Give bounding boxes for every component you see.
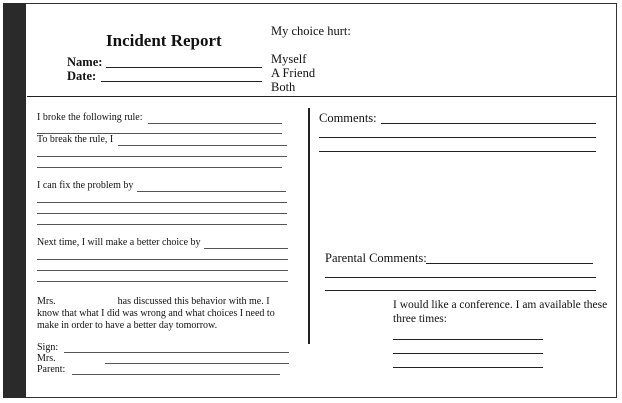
- fix-problem-label: I can fix the problem by: [37, 180, 134, 191]
- rule-broken-label: I broke the following rule:: [37, 112, 143, 123]
- parental-comments-label: Parental Comments:: [325, 251, 427, 265]
- page-title: Incident Report: [106, 31, 222, 50]
- to-break-field[interactable]: [118, 145, 287, 146]
- statement-prefix: Mrs.: [37, 296, 56, 307]
- hurt-option-friend[interactable]: A Friend: [271, 66, 316, 80]
- fix-problem-line-3[interactable]: [37, 213, 287, 214]
- sign-field[interactable]: [64, 352, 289, 353]
- fix-problem-line-2[interactable]: [37, 202, 287, 203]
- sign-label: Sign:: [37, 342, 59, 353]
- comments-line-3[interactable]: [319, 151, 596, 152]
- fix-problem-field[interactable]: [137, 191, 286, 192]
- hurt-option-myself[interactable]: Myself: [271, 52, 307, 66]
- statement-paragraph: [37, 296, 289, 332]
- statement-text: has discussed this behavior with me. I know that what I did was wrong and what choices I need to make in order to have a better day tomorrow.: [37, 296, 275, 331]
- date-label: Date:: [67, 69, 97, 83]
- next-time-field[interactable]: [204, 248, 288, 249]
- parent-label: Parent:: [37, 364, 66, 375]
- to-break-line-3[interactable]: [37, 167, 282, 168]
- conference-request: I would like a conference. I am available these three times:: [393, 299, 608, 325]
- header-divider: [27, 96, 616, 97]
- fix-problem-line-4[interactable]: [37, 224, 287, 225]
- conference-time-1[interactable]: [393, 339, 543, 340]
- hurt-question: My choice hurt:: [271, 24, 351, 38]
- card-spine: [3, 3, 26, 398]
- comments-label: Comments:: [319, 111, 377, 125]
- mrs-signature-field[interactable]: [105, 363, 289, 364]
- mrs-label: Mrs.: [37, 353, 56, 364]
- next-time-label: Next time, I will make a better choice by: [37, 237, 201, 248]
- next-time-line-4[interactable]: [37, 281, 288, 282]
- parent-signature-field[interactable]: [72, 374, 280, 375]
- parental-comments-line-3[interactable]: [325, 290, 596, 291]
- name-label: Name:: [67, 55, 103, 69]
- hurt-option-both[interactable]: Both: [271, 80, 296, 94]
- date-field[interactable]: [101, 81, 262, 82]
- to-break-label: To break the rule, I: [37, 134, 114, 145]
- next-time-line-2[interactable]: [37, 259, 288, 260]
- conference-time-2[interactable]: [393, 353, 543, 354]
- parental-comments-line-2[interactable]: [325, 277, 596, 278]
- comments-field[interactable]: [381, 123, 596, 124]
- column-divider: [308, 108, 310, 344]
- name-field[interactable]: [106, 67, 262, 68]
- next-time-line-3[interactable]: [37, 270, 288, 271]
- conference-time-3[interactable]: [393, 367, 543, 368]
- parental-comments-field[interactable]: [426, 263, 593, 264]
- rule-broken-field[interactable]: [148, 123, 282, 124]
- comments-line-2[interactable]: [319, 137, 596, 138]
- to-break-line-2[interactable]: [37, 156, 287, 157]
